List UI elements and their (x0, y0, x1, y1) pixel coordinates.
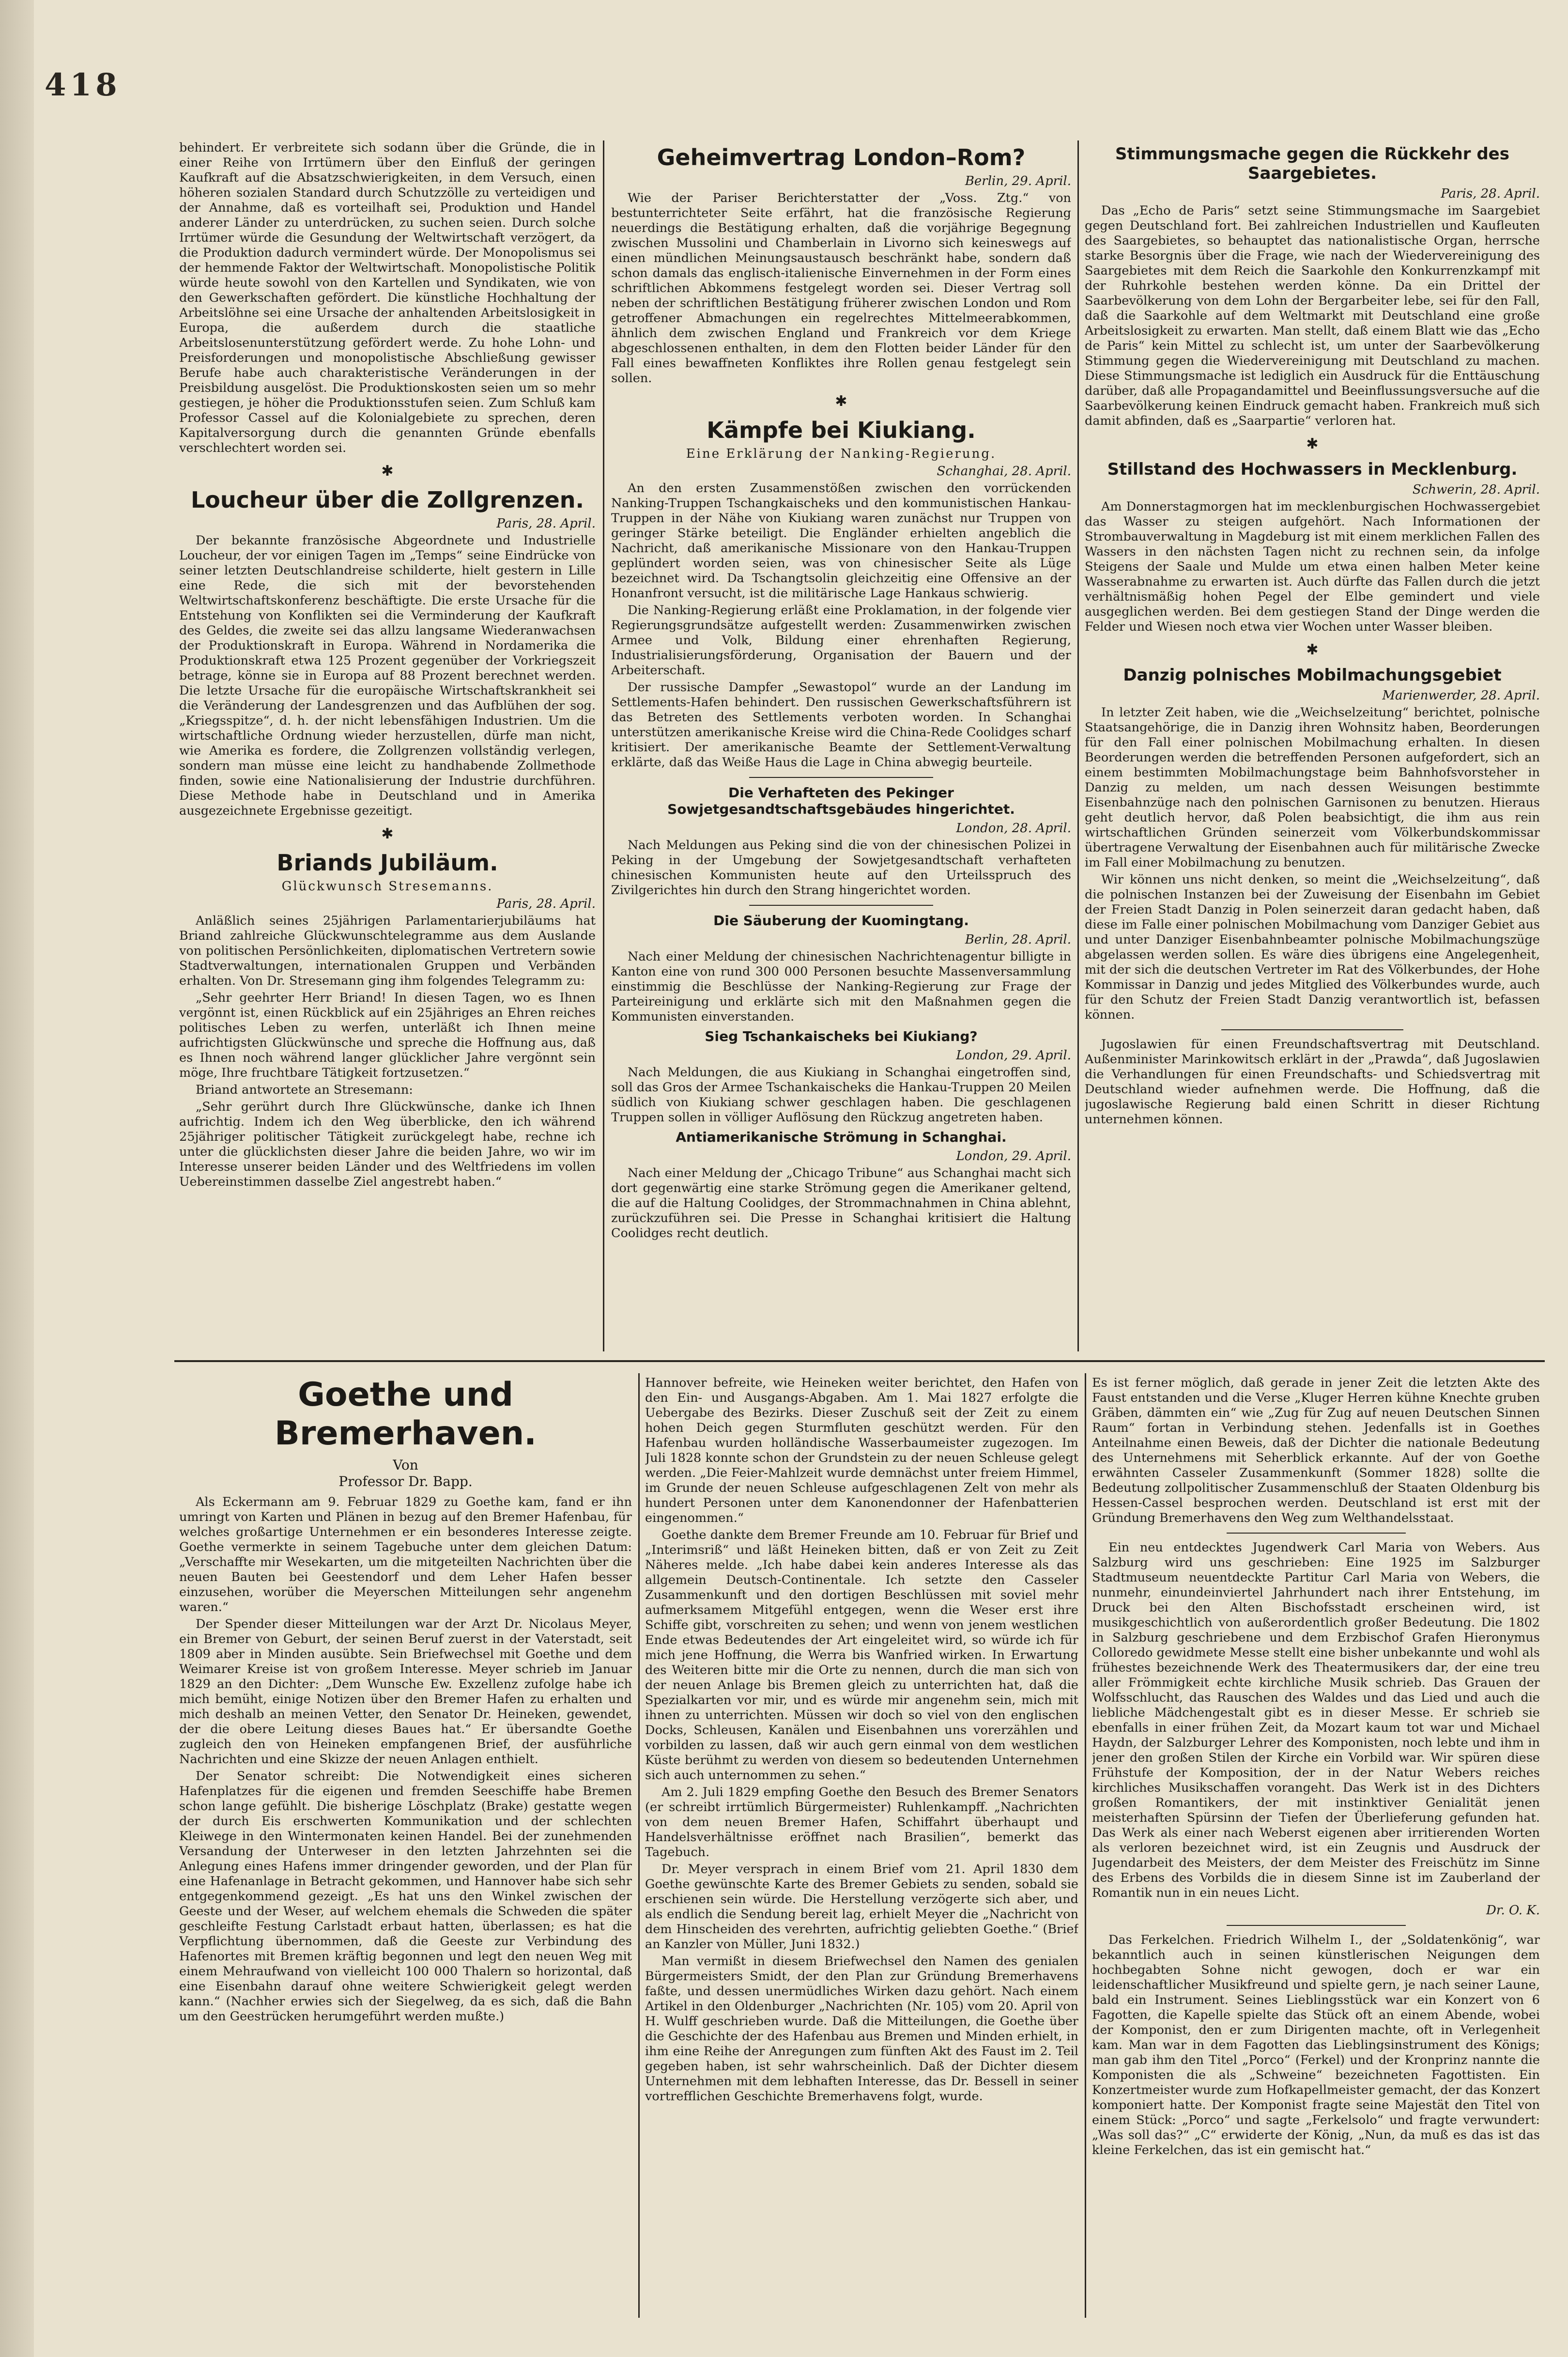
danzig-headline: Danzig polnisches Mobilmachungsgebiet (1123, 666, 1502, 685)
danzig-text-1: In letzter Zeit haben, wie die „Weichselzeitung“ berichtet, polnische Staatsangehörige, die in Danzig ihren Wohnsitz haben, Beorderungen für den Fall einer polnischen Mobilmachung erhalten. In diesen Beorderungen werden die betreffenden Personen aufgefordert, sich an einem bestimmten Mobilmachungstage beim Bahnhofsvorsteher in Danzig zu melden, um nach dessen Weisungen bestimmte Eisenbahnzüge nach den polnischen Garnisonen zu benutzen. Hieraus geht deutlich hervor, daß Polen beabsichtigt, die ihm aus rein wirtschaftlichen Gründen seinerzeit vom Völkerbundskommissar übertragene Verwaltung der Eisenbahnen auch für militärische Zwecke im Fall einer Mobilmachung zu benutzen. (1085, 705, 1540, 870)
divider-ornament: ✱ (1306, 641, 1319, 658)
briand-text-2: „Sehr geehrter Herr Briand! In diesen Tagen, wo es Ihnen vergönnt ist, einen Rückblick auf ein 25jähriges an Ehren reiches politisches Leben zu werfen, unterläßt ich Ihnen meine aufrichtigsten Glückwünsche und spreche die Hoffnung aus, daß es Ihnen noch während langer glücklicher Jahre vergönnt sein möge, Ihre fruchtbare Tätigkeit fortzusetzen.“ (179, 991, 596, 1080)
geheim-text: Wie der Pariser Berichterstatter der „Voss. Ztg.“ von bestunterrichteter Seite erfährt, hat die französische Regierung neuerdings die Bestätigung erhalten, daß die vorjährige Begegnung zwischen Mussolini und Chamberlain in Livorno sich keineswegs auf einen mündlichen Meinungsaustausch beschränkt habe, sondern daß schon damals das englisch-italienische Einvernehmen in der Form eines schriftlichen Abkommens festgelegt worden sei. Dieser Vertrag soll neben der schriftlichen Bestätigung früherer zwischen London und Rom getroffener Abmachungen ein regelrechtes Mittelmeerabkommen, ähnlich dem zwischen England und Frankreich vor dem Kriege abgeschlossenen enthalten, in dem den Flotten beider Länder für den Fall eines bewaffneten Konfliktes ihre Rollen genau festgelegt sein sollen. (611, 191, 1071, 386)
kiukiang-text-2: Die Nanking-Regierung erläßt eine Proklamation, in der folgende vier Regierungsgrundsätze aufgestellt werden: Zusammenwirken zwischen Armee und Volk, Bildung einer ehrenhaften Regierung, Industrialisierungsförderung, Organisation der Bauern und der Arbeiterschaft. (611, 603, 1071, 678)
goethe-paragraph-2: Der Spender dieser Mitteilungen war der Arzt Dr. Nicolaus Meyer, ein Bremer von Geburt, der seinen Beruf zuerst in der Vaterstadt, seit 1809 aber in Minden ausübte. Sein Briefwechsel mit Goethe und dem Weimarer Kreise ist von großem Interesse. Meyer schrieb im Januar 1829 an den Dichter: „Dem Wunsche Ew. Exzellenz zufolge habe ich mich bemüht, einige Notizen über den Bremer Hafen zu erhalten und mich deshalb an meinen Vetter, den Senator Dr. Heineken, gewendet, der die obere Leitung dieses Baues hat.“ Er übersandte Goethe zugleich den von Heineken empfangenen Brief, der ausführliche Nachrichten und eine Skizze der neuen Anlagen enthielt. (179, 1617, 632, 1767)
column-rule-3 (638, 1373, 640, 2318)
divider-ornament: ✱ (1306, 435, 1319, 452)
anti-text: Nach einer Meldung der „Chicago Tribune“ aus Schanghai macht sich dort gegenwärtig eine starke Strömung gegen die Amerikaner geltend, die auf die Haltung Coolidges, der Strommachnahmen in China ablehnt, zurückzuführen sei. Die Presse in Schanghai kritisiert die Haltung Coolidges recht deutlich. (611, 1166, 1071, 1241)
briand-text-1: Anläßlich seines 25jährigen Parlamentarierjubiläums hat Briand zahlreiche Glückwunschtelegramme aus dem Auslande von politischen Persönlichkeiten, diplomatischen Vertretern sowie Stadtverwaltungen, internationalen Gruppen und Verbänden erhalten. Von Dr. Stresemann ging ihm folgendes Telegramm zu: (179, 914, 596, 988)
divider-line (749, 905, 933, 906)
danzig-text-2: Wir können uns nicht denken, so meint die „Weichselzeitung“, daß die polnischen Instanzen bei der Zuweisung der Eisenbahn im Gebiet der Freien Stadt Danzig in Polen seinerzeit daran gedacht haben, daß diese im Falle einer polnischen Mobilmachung vom Danziger Gebiet aus und unter Danziger Eisenbahnbeamter polnische Mobilmachungszüge abgelassen werden sollen. Es wäre dies übrigens eine Angelegenheit, mit der sich die deutschen Vertreter im Rat des Völkerbundes, der Hohe Kommissar in Danzig und jedes Mitglied des Völkerbundes wurde, auch für den Schutz der Freien Stadt Danzig verantwortlich ist, befassen können. (1085, 872, 1540, 1022)
hochwasser-dateline: Schwerin, 28. April. (1412, 482, 1540, 497)
hochwasser-text: Am Donnerstagmorgen hat im mecklenburgischen Hochwassergebiet das Wasser zu steigen aufgehört. Nach Informationen der Strombauverwaltung in Magdeburg ist mit einem merklichen Fallen des Wassers in den nächsten Tagen nicht zu rechnen sein, da infolge Steigens der Saale und Mulde um etwa einen halben Meter keine Wasserabnahme zu erwarten ist. Auch dürfte das Fallen durch die jetzt verhältnismäßig hohen Pegel der Elbe gemindert und viele ausgeglichen werden. Bei dem gestiegen Stand der Dinge werden die Felder und Wiesen noch etwa vier Wochen unter Wasser bleiben. (1085, 499, 1540, 634)
divider-line (1227, 1533, 1406, 1534)
goethe-paragraph-9: Es ist ferner möglich, daß gerade in jener Zeit die letzten Akte des Faust entstanden und die Verse „Kluger Herren kühne Knechte gruben Gräben, dämmten ein“ wie „Zug für Zug auf neuen Deutschen Sinnen Raum“ fortan in Verbindung stehen. Jedenfalls ist in Goethes Anteilnahme einen Beweis, daß der Dichter die nationale Bedeutung des Unternehmens mit Seherblick erkannte. Auf der von Goethe erwähnten Casseler Zusammenkunft (Sommer 1828) sollte die Bedeutung zollpolitischer Zusammenschluß der Staaten Oldenburg bis Hessen-Cassel besprochen werden. Deutschland ist erst mit der Gründung Bremerhavens den Weg zum Welthandelsstaat. (1092, 1376, 1540, 1525)
sieg-headline: Sieg Tschankaischeks bei Kiukiang? (705, 1028, 978, 1044)
briand-text-4: „Sehr gerührt durch Ihre Glückwünsche, danke ich Ihnen aufrichtig. Indem ich den Weg überblicke, den ich während 25jähriger politischer Tätigkeit zurückgelegt habe, rechne ich unter die glücklichsten dieser Jahre die beiden Jahre, wo wir im Interesse unserer beiden Länder und des Weltfriedens im vollen Uebereinstimmen dasselbe Ziel angestrebt haben.“ (179, 1100, 596, 1189)
saar-headline: Stimmungsmache gegen die Rückkehr des Saargebietes. (1115, 144, 1509, 183)
anti-headline: Antiamerikanische Strömung in Schanghai. (676, 1129, 1007, 1145)
geheim-headline: Geheimvertrag London–Rom? (657, 144, 1026, 171)
column-rule-1 (603, 140, 604, 1351)
goethe-headline: Goethe und Bremerhaven. (275, 1376, 537, 1453)
saar-text: Das „Echo de Paris“ setzt seine Stimmungsmache im Saargebiet gegen Deutschland fort. Bei zahlreichen Industriellen und Kaufleuten des Saargebietes, so behauptet das nationalistische Organ, herrsche starke Besorgnis über die Frage, wie nach der Wiedervereinigung des Saargebietes mit dem Reich die Saarkohle den Konkurrenzkampf mit der Ruhrkohle bestehen werden könne. Da ein Drittel der Saarbevölkerung von dem Lohn der Bergarbeiter lebe, sei für den Fall, daß die Saarkohle auf dem Weltmarkt mit Deutschland eine große Arbeitslosigkeit zu erwarten. Man stellt, daß einem Blatt wie das „Echo de Paris“ kein Mittel zu schlecht ist, um unter der Saarbevölkerung Stimmung gegen die Wiedervereinigung mit Deutschland zu machen. Diese Stimmungsmache ist lediglich ein Ausdruck für die Enttäuschung darüber, daß alle Propagandamittel und Beeinflussungsversuche auf die Saarbevölkerung keinen Eindruck gemacht haben. Frankreich muß sich damit abfinden, daß es „Saarpartie“ verloren hat. (1085, 203, 1540, 428)
briand-subheadline: Glückwunsch Stresemanns. (281, 879, 493, 894)
kiukiang-headline: Kämpfe bei Kiukiang. (707, 417, 976, 443)
peking-headline: Die Verhafteten des Pekinger Sowjetgesandtschaftsgebäudes hingerichtet. (667, 785, 1015, 817)
anti-dateline: London, 29. April. (956, 1149, 1071, 1163)
divider-line (749, 777, 933, 778)
saar-dateline: Paris, 28. April. (1441, 186, 1540, 201)
sieg-text: Nach Meldungen, die aus Kiukiang in Schanghai eingetroffen sind, soll das Gros der Armee Tschankaischeks die Hankau-Truppen 20 Meilen südlich von Kiukiang schwer geschlagen haben. Die geschlagenen Truppen sollen in völliger Auflösung den Rückzug angetreten haben. (611, 1065, 1071, 1125)
goethe-paragraph-7: Dr. Meyer versprach in einem Brief vom 21. April 1830 dem Goethe gewünschte Karte des Bremer Gebiets zu senden, sobald sie erschienen sein würde. Die Herstellung verzögerte sich aber, und als endlich die Sendung bereit lag, erhielt Meyer die „Nachricht von dem Hinscheiden des verehrten, aufrichtig geliebten Goethe.“ (Brief an Kanzler von Müller, Juni 1832.) (645, 1862, 1078, 1952)
page-number: 418 (45, 67, 121, 103)
weber-signature: Dr. O. K. (1486, 1903, 1540, 1918)
loucheur-headline: Loucheur über die Zollgrenzen. (190, 487, 584, 513)
goethe-paragraph-8: Man vermißt in diesem Briefwechsel den Namen des genialen Bürgermeisters Smidt, der den Plan zur Gründung Bremerhavens faßte, und dessen unermüdliches Wirken dazu gehört. Nach einem Artikel in den Oldenburger „Nachrichten (Nr. 105) vom 20. April von H. Wulff geschrieben wurde. Daß die Mitteilungen, die Goethe über die Geschichte der des Hafenbau aus Bremen und Minden erhielt, in ihm eine Reihe der Anregungen zum fünften Akt des Faust im 2. Teil gegeben haben, ist sehr wahrscheinlich. Daß der Dichter diesem Unternehmen mit dem lebhaften Interesse, das Dr. Bessell in seiner vortrefflichen Geschichte Bremerhavens folgt, wurde. (645, 1954, 1078, 2104)
feuilleton-column-1 (179, 1376, 632, 2315)
kuoming-dateline: Berlin, 28. April. (965, 932, 1071, 947)
goethe-paragraph-4: Hannover befreite, wie Heineken weiter berichtet, den Hafen von den Ein- und Ausgangs-Abgaben. Am 1. Mai 1827 erfolgte die Uebergabe des Bezirks. Dieser Zuschuß seit der Zeit zu einem hohen Deich gegen Sturmfluten geschützt werden. Für den Hafenbau wurden holländische Wasserbaumeister zugezogen. Im Juli 1828 konnte schon der Grundstein zu der neuen Schleuse gelegt werden. „Die Feier-Mahlzeit wurde demnächst unter freiem Himmel, im Grunde der neuen Schleuse aufgeschlagenen Zelt von mehr als hundert Personen unter dem Kanonendonner der Hafenbatterien eingenommen.“ (645, 1376, 1078, 1525)
ferkelchen-text: Das Ferkelchen. Friedrich Wilhelm I., der „Soldatenkönig“, war bekanntlich auch in seinen künstlerischen Neigungen dem hochbegabten Sohne nicht gewogen, doch er war ein leidenschaftlicher Musikfreund und spielte gern, je nach seiner Laune, bald ein Instrument. Seines Lieblingsstück war ein Konzert von 6 Fagotten, die Kapelle spielte das Stück oft an einem Abende, wobei der Komponist, den er zum Dirigenten machte, oft in Verlegenheit kam. Man war in dem Fagotten das Lieblingsinstrument des Königs; man gab ihm den Titel „Porco“ (Ferkel) und der Kronprinz nannte die Komponisten die als „Schweine“ bezeichneten Fagottisten. Ein Konzertmeister wurde zum Hofkapellmeister gemacht, der das Konzert komponiert hatte. Der Komponist fragte seine Majestät den Titel von einem Stück: „Porco“ und sagte „Ferkelsolo“ und fragte verwundert: „Was soll das?“ „C“ erwiderte der König, „Nun, da muß es das ist das kleine Ferkelchen, das ist ein gemischt hat.“ (1092, 1933, 1540, 2157)
divider-ornament: ✱ (835, 393, 847, 410)
goethe-paragraph-6: Am 2. Juli 1829 empfing Goethe den Besuch des Bremer Senators (er schreibt irrtümlich Bürgermeister) Ruhlenkampff. „Nachrichten von dem neuen Bremer Hafen, Schiffahrt überhaupt und Handelsverhältnisse eröffnet nach Brasilien“, bemerkt das Tagebuch. (645, 1785, 1078, 1860)
goethe-paragraph-3: Der Senator schreibt: Die Notwendigkeit eines sicheren Hafenplatzes für die eigenen und fremden Seeschiffe habe Bremen schon lange gefühlt. Die bisherige Löschplatz (Brake) gestatte wegen der durch Eis erschwerten Kommunikation und der schlechten Kleiwege in den Wintermonaten keinen Handel. Bei der zunehmenden Versandung der Unterweser in den letzten Jahrzehnten sei die Anlegung eines Hafens immer dringender geworden, und der Plan für eine Hafenanlage in Betracht gekommen, und Hannover habe sich sehr entgegenkommend gezeigt. „Es hat uns den Winkel zwischen der Geeste und der Weser, auf welchem ehemals die Schweden die später geschleifte Festung Carlstadt erbaut hatten, überlassen; es hat die Verpflichtung übernommen, daß die Geeste zur Verbindung des Hafenortes mit Bremen kräftig begonnen und legt den neuen Weg mit einem Mehraufwand von vielleicht 100 000 Thalern so horizontal, daß eine Eisenbahn darauf ohne weitere Schwierigkeit gelegt werden kann.“ (Nachher erwies sich der Siegelweg, da es sich, daß die Bahn um den Geestrücken herumgeführt werden mußte.) (179, 1769, 632, 2024)
jugoslawien-text: Jugoslawien für einen Freundschaftsvertrag mit Deutschland. Außenminister Marinkowitsch erklärt in der „Prawda“, daß Jugoslawien die Verhandlungen für einen Freundschafts- und Schiedsvertrag mit Deutschland wieder aufnehmen werde. Die Hoffnung, daß die jugoslawische Regierung bald einen Schritt in dieser Richtung unternehmen können. (1085, 1037, 1540, 1127)
column-rule-2 (1077, 140, 1079, 1351)
danzig-dateline: Marienwerder, 28. April. (1382, 688, 1540, 703)
column-3 (1085, 140, 1540, 1356)
briand-headline: Briands Jubiläum. (277, 850, 498, 876)
kuoming-text: Nach einer Meldung der chinesischen Nachrichtenagentur billigte in Kanton eine von rund 300 000 Personen besuchte Massenversammlung einstimmig die Beschlüsse der Nanking-Regierung zur Frage der Parteireinigung und erklärte sich mit den Maßnahmen gegen die Kommunisten einverstanden. (611, 949, 1071, 1024)
goethe-paragraph-5: Goethe dankte dem Bremer Freunde am 10. Februar für Brief und „Interimsriß“ und läßt Heineken bitten, daß er von Zeit zu Zeit Näheres melde. „Ich habe dabei kein anderes Interesse als das allgemein Deutsch-Continentale. Ich setzte den Casseler Zusammenkunft und den dortigen Beschlüssen mit soviel mehr aufmerksamem Mitgefühl entgegen, wenn die Weser erst ihre Schiffe gibt, vorschreiten zu sehen; und wenn von jenem westlichen Ende etwas Bedeutendes der Art eingeleitet wird, so würde ich für mich jene Hoffnung, die Werra bis Wanfried wirken. In Erwartung des Weiteren bitte mir die Orte zu nennen, durch die man sich von der neuen Anlage bis Bremen gleich zu unterrichten hat, daß die Spezialkarten vor mir, und es würde mir angenehm sein, mich mit ihnen zu unterrichten. Müssen wir doch so viel von den englischen Docks, Schleusen, Kanälen und Eisenbahnen uns vorerzählen und vorbilden zu lassen, daß wir auch gern einmal von dem westlichen Küste berühmt zu werden von diesem so bedeutenden Unternehmen sich auch unternommen zu sehen.“ (645, 1528, 1078, 1783)
briand-text-3: Briand antwortete an Stresemann: (196, 1083, 413, 1097)
divider-line (1221, 1029, 1403, 1030)
section-rule (174, 1360, 1545, 1362)
kiukiang-subheadline: Eine Erklärung der Nanking-Regierung. (686, 447, 997, 461)
kiukiang-dateline: Schanghai, 28. April. (937, 464, 1071, 479)
peking-text: Nach Meldungen aus Peking sind die von der chinesischen Polizei in Peking in der Umgebung der Sowjetgesandtschaft verhafteten chinesischen Kommunisten heute auf den Urteilsspruch des Zivilgerichtes hin durch den Strang hingerichtet worden. (611, 838, 1071, 898)
divider-line (1227, 1925, 1406, 1926)
column-2 (611, 140, 1071, 1356)
geheim-dateline: Berlin, 29. April. (965, 174, 1071, 188)
column-1 (179, 140, 596, 1356)
peking-dateline: London, 28. April. (956, 821, 1071, 836)
kiukiang-text-3: Der russische Dampfer „Sewastopol“ wurde an der Landung im Settlements-Hafen behindert. Den russischen Gewerkschaftsführern ist das Betreten des Settlements verboten worden. In Schanghai unterstützen amerikanische Kreise wird die China-Rede Coolidges scharf kritisiert. Der amerikanische Beamte der Settlement-Verwaltung erklärte, daß das Weiße Haus die Lage in China abwegig beurteile. (611, 680, 1071, 770)
column-rule-4 (1085, 1373, 1086, 2318)
weber-text: Ein neu entdecktes Jugendwerk Carl Maria von Webers. Aus Salzburg wird uns geschrieben: Eine 1925 im Salzburger Stadtmuseum neuentdeckte Partitur Carl Maria von Webers, die nunmehr, einundeinviertel Jahrhundert nach ihrer Entstehung, im Druck bei den Alten Bischofsstadt erscheinen wird, ist musikgeschichtlich von außerordentlich großer Bedeutung. Die 1802 in Salzburg geschriebene und dem Erzbischof Grafen Hieronymus Colloredo gewidmete Messe stellt eine bisher unbekannte und wohl als frühestes bezeichnende Werk des Theatermusikers dar, der eine treu aller Frömmigkeit echte kirchliche Musik schrieb. Das Grauen der Wolfsschlucht, das Rauschen des Waldes und das Lied und auch die liebliche Mädchengestalt gibt es in dieser Messe. Er schrieb sie ebenfalls in einer frühen Zeit, da Mozart kaum tot war und Michael Haydn, der Salzburger Lehrer des Komponisten, noch lebte und ihm in jener den großen Stilen der Kirche ein Vorbild war. Wir spüren diese Frühstufe der Komposition, der in der Natur Webers reiches kirchliches Musikschaffen vorangeht. Das Werk ist in des Dichters großen Romantikers, der mit instinktiver Genialität jenen meisterhaften Spürsinn der Tiefen der Überlieferung gefunden hat. Das Werk als einer nach Weberst eigenen aber irritierenden Worten als verloren bezeichnet wird, ist ein Zeugnis und Ausdruck der Jugendarbeit des Meisters, der dem Meister des Freischütz im Sinne des Erbens des Vorbilds die in diesem Sinne ist im Zauberland der Romantik nun in ein neues Licht. (1092, 1540, 1540, 1900)
goethe-author: Professor Dr. Bapp. (338, 1473, 473, 1489)
briand-dateline: Paris, 28. April. (496, 897, 596, 911)
cassel-article-end: behindert. Er verbreitete sich sodann über die Gründe, die in einer Reihe von Irrtümern über den Einfluß der geringen Kaufkraft auf die Absatzschwierigkeiten, in dem Versuch, einen höheren sozialen Standard durch Schutzzölle zu verteidigen und der Annahme, daß es vorteilhaft sei, Produktion und Handel anderer Länder zu unterdrücken, zu suchen seien. Durch solche Irrtümer würde die Gesundung der Weltwirtschaft verzögert, da die Produktion dadurch vermindert würde. Der Monopolismus sei der hemmende Faktor der Weltwirtschaft. Monopolistische Politik würde heute sowohl von den Kartellen und Syndikaten, wie von den Gewerkschaften gefördert. Die künstliche Hochhaltung der Arbeitslöhne sei eine Ursache der anhaltenden Arbeitslosigkeit in Europa, die außerdem durch die staatliche Arbeitslosenunterstützung gefördert werde. Zu hohe Lohn- und Preisforderungen und monopolistische Abschließung gewisser Berufe habe auch charakteristische Veränderungen in der Preisbildung ausgelöst. Die Produktionskosten seien um so mehr gestiegen, je höher die Produktionsstufen seien. Zum Schluß kam Professor Cassel auf die Kolonialgebiete zu sprechen, deren Kapitalversorgung durch die genannten Gründe ebenfalls verschlechtert worden sei. (179, 140, 596, 455)
sieg-dateline: London, 29. April. (956, 1048, 1071, 1063)
feuilleton-column-3 (1092, 1376, 1540, 2315)
goethe-by: Von (393, 1457, 418, 1473)
divider-ornament: ✱ (381, 463, 394, 480)
binding-spine (0, 0, 34, 2357)
feuilleton-column-2 (645, 1376, 1078, 2315)
kiukiang-text-1: An den ersten Zusammenstößen zwischen den vorrückenden Nanking-Truppen Tschangkaischeks und den kommunistischen Hankau-Truppen in der Nähe von Kiukiang waren zunächst nur Truppen von geringer Stärke beteiligt. Die Engländer erhielten angeblich die Nachricht, daß amerikanische Missionare von den Hankau-Truppen geplündert worden seien, was von chinesischer Seite als Lüge bezeichnet wird. Da Tschangtsolin gleichzeitig eine Offensive an der Honanfront versucht, ist die militärische Lage Hankaus schwierig. (611, 481, 1071, 601)
loucheur-dateline: Paris, 28. April. (496, 516, 596, 531)
hochwasser-headline: Stillstand des Hochwassers in Mecklenburg. (1107, 460, 1518, 479)
kuoming-headline: Die Säuberung der Kuomingtang. (713, 913, 969, 929)
loucheur-text: Der bekannte französische Abgeordnete und Industrielle Loucheur, der vor einigen Tagen im „Temps“ seine Eindrücke von seiner letzten Deutschlandreise schilderte, hielt gestern in Lille eine Rede, die sich mit der bevorstehenden Weltwirtschaftskonferenz beschäftigte. Die erste Ursache für die Entstehung von Konflikten sei die Verminderung der Kaufkraft des Geldes, die zweite sei das allzu langsame Wiederanwachsen der Produktionskraft in Europa. Während in Nordamerika die Produktionskraft etwa 125 Prozent gegenüber der Vorkriegszeit betrage, könne sie in Europa auf 88 Prozent berechnet werden. Die letzte Ursache für die europäische Wirtschaftskrankheit sei die Veränderung der Landesgrenzen und das Aufblühen der sog. „Kriegsspitze“, d. h. der nicht lebensfähigen Industrien. Um die wirtschaftliche Ordnung wieder herzustellen, dürfe man nicht, wie Amerika es fordere, die Zollgrenzen vollständig verlegen, sondern man müsse eine leicht zu handhabende Zollmethode finden, sowie eine Nationalisierung der Industrie durchführen. Diese Methode habe in Deutschland und in Amerika ausgezeichnete Ergebnisse gezeitigt. (179, 533, 596, 818)
divider-ornament: ✱ (381, 825, 394, 842)
goethe-paragraph-1: Als Eckermann am 9. Februar 1829 zu Goethe kam, fand er ihn umringt von Karten und Plänen in bezug auf den Bremer Hafenbau, für welches großartige Unternehmen er ein besonderes Interesse zeigte. Goethe vermerkte in seinem Tagebuche unter dem gleichen Datum: „Verschaffte mir Wesekarten, um die mitgeteilten Nachrichten über die neuen Bauten bei Geestendorf und dem Leher Hafen besser einzusehen, worüber die Meyerschen Mitteilungen sehr angenehm waren.“ (179, 1495, 632, 1614)
